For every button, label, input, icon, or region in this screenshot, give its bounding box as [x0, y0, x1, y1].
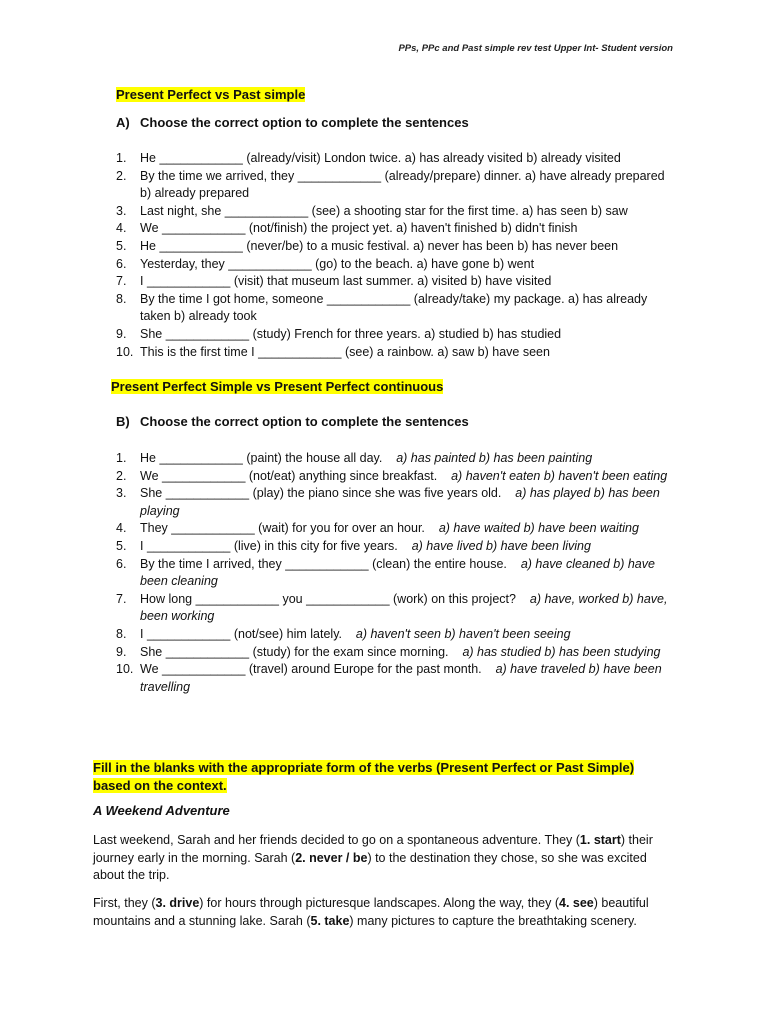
- answer-options: a) has played b) has been playing: [140, 486, 660, 518]
- question-item: [116, 168, 676, 203]
- answer-options: a) have waited b) have been waiting: [438, 521, 639, 536]
- answer-options: a) has painted b) has been painting: [396, 451, 593, 465]
- story-paragraph-2: [93, 895, 673, 930]
- question-item: [116, 538, 676, 556]
- story-paragraph-1: [93, 832, 673, 885]
- question-number: 3.: [116, 486, 127, 501]
- section2-letter: B): [116, 414, 130, 429]
- story-text: ) to the destination they chose, so she was excited about the trip.: [93, 850, 647, 883]
- question-item: [116, 150, 676, 168]
- section1-letter: A): [116, 115, 130, 130]
- section2-title: [111, 379, 443, 394]
- question-text: By the time I got home, someone ____________ (already/take) my package. a) has already taken b) already took: [140, 291, 648, 324]
- question-text: I ____________ (visit) that museum last summer. a) visited b) have visited: [140, 274, 552, 289]
- story-text: Last weekend, Sarah and her friends decided to go on a spontaneous adventure. They (: [93, 833, 580, 847]
- question-number: 9.: [116, 326, 127, 341]
- question-number: 10.: [116, 344, 134, 359]
- question-item: [116, 273, 676, 291]
- question-text: By the time I arrived, they ____________ (clean) the entire house.: [140, 556, 507, 571]
- answer-options: a) has studied b) has been studying: [462, 644, 661, 659]
- question-number: 9.: [116, 644, 127, 659]
- question-text: He ____________ (paint) the house all day.: [140, 451, 383, 465]
- question-item: [116, 661, 676, 696]
- question-number: 5.: [116, 538, 127, 553]
- question-number: 5.: [116, 238, 127, 253]
- header-note: PPs, PPc and Past simple rev test Upper Int- Student version: [398, 43, 673, 54]
- story-text: First, they (: [93, 896, 156, 910]
- question-number: 8.: [116, 291, 127, 306]
- question-item: [116, 344, 676, 362]
- question-item: [116, 326, 676, 344]
- answer-options: a) have lived b) have been living: [411, 538, 591, 553]
- section1-instruction: Choose the correct option to complete the sentences: [140, 115, 469, 130]
- question-number: 1.: [116, 151, 127, 165]
- question-text: He ____________ (already/visit) London twice. a) has already visited b) already visited: [140, 151, 621, 165]
- question-number: 4.: [116, 221, 127, 236]
- verb-prompt: 3. drive: [155, 896, 200, 910]
- question-number: 7.: [116, 274, 127, 289]
- section1-title: [116, 87, 305, 102]
- section2-subheading: [116, 414, 469, 429]
- verb-prompt: 1. start: [579, 833, 621, 847]
- question-number: 8.: [116, 626, 127, 641]
- section1-title-text: Present Perfect vs Past simple: [116, 87, 306, 102]
- question-text: We ____________ (travel) around Europe for the past month.: [140, 662, 482, 677]
- section3-title-text: Fill in the blanks with the appropriate form of the verbs (Present Perfect or Past Simple) based on the context.: [93, 760, 635, 793]
- section2-question-list: [116, 450, 676, 696]
- question-text: He ____________ (never/be) to a music festival. a) never has been b) has never been: [140, 238, 619, 253]
- story-text: ) for hours through picturesque landscapes. Along the way, they (: [199, 896, 559, 910]
- question-text: We ____________ (not/eat) anything since breakfast.: [140, 468, 438, 483]
- answer-options: a) have, worked b) have, been working: [140, 591, 668, 624]
- question-text: Yesterday, they ____________ (go) to the beach. a) have gone b) went: [140, 256, 535, 271]
- question-text: Last night, she ____________ (see) a shooting star for the first time. a) has seen b) saw: [140, 203, 628, 218]
- question-item: [116, 644, 676, 662]
- question-item: [116, 220, 676, 238]
- verb-prompt: 2. never / be: [295, 850, 368, 865]
- question-text: We ____________ (not/finish) the project yet. a) haven't finished b) didn't finish: [140, 221, 578, 236]
- question-item: [116, 591, 676, 626]
- answer-options: a) haven't seen b) haven't been seeing: [355, 626, 571, 641]
- question-text: By the time we arrived, they ____________ (already/prepare) dinner. a) have already prepared b) already prepared: [140, 168, 665, 201]
- section2-title-text: Present Perfect Simple vs Present Perfect continuous: [111, 379, 444, 394]
- story-text: ) their journey early in the morning. Sarah (: [93, 833, 653, 865]
- question-text: They ____________ (wait) for you for over an hour.: [140, 521, 425, 536]
- question-number: 7.: [116, 591, 127, 606]
- question-number: 6.: [116, 256, 127, 271]
- verb-prompt: 5. take: [310, 913, 350, 928]
- story-title: A Weekend Adventure: [93, 803, 230, 818]
- question-number: 3.: [116, 203, 127, 218]
- section2-instruction: Choose the correct option to complete the sentences: [140, 414, 469, 429]
- section1-question-list: [116, 150, 676, 361]
- question-item: [116, 238, 676, 256]
- question-item: [116, 291, 676, 326]
- question-number: 1.: [116, 451, 127, 465]
- story-text: ) beautiful mountains and a stunning lake. Sarah (: [93, 896, 649, 928]
- question-item: [116, 556, 676, 591]
- story-text: ) many pictures to capture the breathtaking scenery.: [349, 913, 637, 928]
- question-item: [116, 468, 676, 486]
- question-text: She ____________ (study) French for three years. a) studied b) has studied: [140, 326, 562, 341]
- question-number: 4.: [116, 521, 127, 536]
- question-number: 10.: [116, 662, 134, 677]
- question-text: She ____________ (play) the piano since she was five years old.: [140, 486, 502, 501]
- question-text: I ____________ (not/see) him lately.: [140, 626, 342, 641]
- question-item: [116, 450, 676, 468]
- question-item: [116, 203, 676, 221]
- question-number: 6.: [116, 556, 127, 571]
- question-number: 2.: [116, 168, 127, 183]
- section1-subheading: [116, 115, 469, 130]
- question-item: [116, 626, 676, 644]
- question-item: [116, 256, 676, 274]
- answer-options: a) have cleaned b) have been cleaning: [140, 556, 655, 589]
- question-number: 2.: [116, 468, 127, 483]
- question-text: I ____________ (live) in this city for five years.: [140, 538, 398, 553]
- question-item: [116, 485, 676, 520]
- section3-title: [93, 759, 673, 795]
- question-text: This is the first time I ____________ (see) a rainbow. a) saw b) have seen: [140, 344, 550, 359]
- question-item: [116, 520, 676, 538]
- answer-options: a) have traveled b) have been travelling: [140, 662, 662, 694]
- question-text: She ____________ (study) for the exam since morning.: [140, 644, 449, 659]
- answer-options: a) haven't eaten b) haven't been eating: [451, 468, 668, 483]
- question-text: How long ____________ you ____________ (work) on this project?: [140, 591, 516, 606]
- verb-prompt: 4. see: [559, 896, 594, 910]
